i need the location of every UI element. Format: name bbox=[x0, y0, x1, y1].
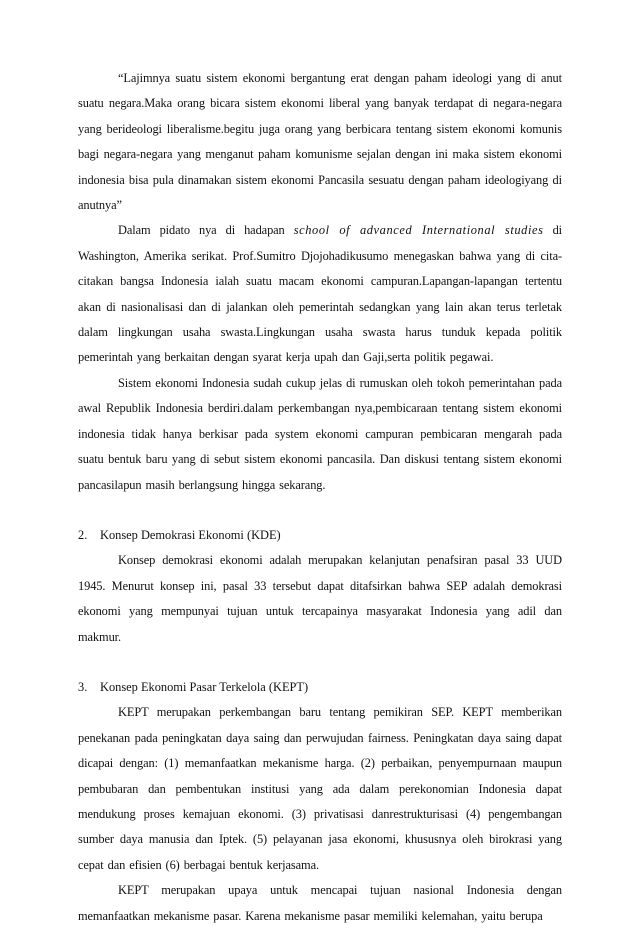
section-3-body-2: KEPT merupakan upaya untuk mencapai tujuan nasional Indonesia dengan memanfaatkan mekanisme pasar. Karena mekanisme pasar memiliki kelemahan, yaitu berupa bbox=[78, 883, 562, 923]
section-3-heading bbox=[78, 675, 562, 700]
section-3-number: 3. bbox=[78, 679, 88, 694]
pidato-text-end: di Washington, Amerika serikat. Prof.Sumitro Djojohadikusumo menegaskan bahwa yang di cita-citakan bangsa Indonesia ialah suatu macam ekonomi campuran.Lapangan-lapangan tertentu akan di nasionalisasi dan di jalankan oleh pemerintah sedangkan yang lain akan terus terletak dalam lingkungan usaha swasta.Lingkungan usaha swasta harus tunduk kepada politik pemerintah yang berkaitan dengan syarat kerja upah dan Gaji,serta politik pegawai. bbox=[78, 223, 563, 365]
pidato-school-name: school of advanced International studies bbox=[293, 223, 544, 238]
pidato-text-start: Dalam pidato nya di hadapan bbox=[118, 223, 294, 238]
spacer bbox=[78, 498, 562, 523]
section-2-number: 2. bbox=[78, 527, 88, 542]
section-2-heading bbox=[78, 523, 562, 548]
document-body bbox=[78, 66, 562, 929]
sistem-paragraph: Sistem ekonomi Indonesia sudah cukup jelas di rumuskan oleh tokoh pemerintahan pada awal Republik Indonesia berdiri.dalam perkembangan nya,pembicaraan tentang sistem ekonomi indonesia tidak hanya berkisar pada system ekonomi campuran pembicaran mengarah pada suatu bentuk baru yang di sebut sistem ekonomi pancasila. Dan diskusi tentang sistem ekonomi pancasilapun masih berlangsung hingga sekarang. bbox=[78, 375, 562, 492]
quote-paragraph: “Lajimnya suatu sistem ekonomi bergantung erat dengan paham ideologi yang di anut suatu negara.Maka orang bicara sistem ekonomi liberal yang banyak terdapat di negara-negara yang berideologi liberalisme.begitu juga orang yang berbicara tentang sistem ekonomi komunis bagi negara-negara yang menganut paham komunisme sejalan dengan ini maka sistem ekonomi indonesia bisa pula dinamakan sistem ekonomi Pancasila sesuatu dengan paham ideologiyang di anutnya” bbox=[78, 71, 562, 213]
pidato-paragraph bbox=[78, 218, 562, 370]
spacer bbox=[78, 650, 562, 675]
section-3-title: Konsep Ekonomi Pasar Terkelola (KEPT) bbox=[100, 679, 309, 694]
section-2-body: Konsep demokrasi ekonomi adalah merupakan kelanjutan penafsiran pasal 33 UUD 1945. Menurut konsep ini, pasal 33 tersebut dapat ditafsirkan bahwa SEP adalah demokrasi ekonomi yang mempunyai tujuan untuk tercapainya masyarakat Indonesia yang adil dan makmur. bbox=[78, 553, 562, 644]
section-2-title: Konsep Demokrasi Ekonomi (KDE) bbox=[100, 527, 281, 542]
section-3-body-1: KEPT merupakan perkembangan baru tentang pemikiran SEP. KEPT memberikan penekanan pada peningkatan daya saing dan perwujudan fairness. Peningkatan daya saing dapat dicapai dengan: (1) memanfaatkan mekanisme harga. (2) perbaikan, penyempurnaan maupun pembubaran dan pembentukan institusi yang ada dalam perekonomian Indonesia dapat mendukung proses kemajuan ekonomi. (3) privatisasi danrestrukturisasi (4) pengembangan sumber daya manusia dan Iptek. (5) pelayanan jasa ekonomi, khususnya oleh birokrasi yang cepat dan efisien (6) berbagai bentuk kerjasama. bbox=[78, 705, 562, 872]
